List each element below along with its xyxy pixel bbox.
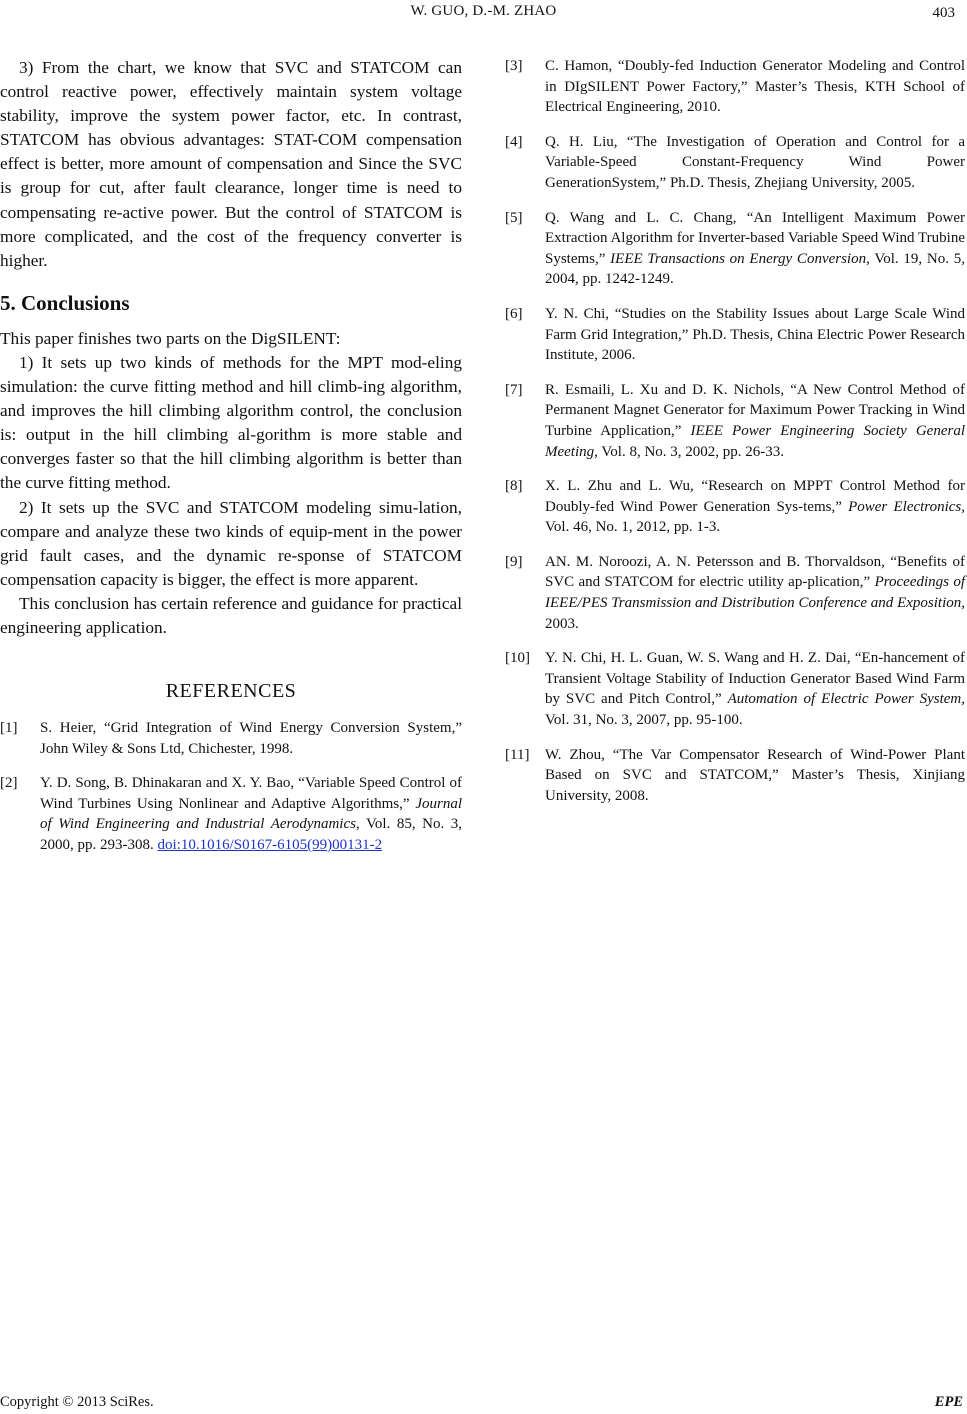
reference-number: [5]	[505, 209, 523, 226]
reference-number: [6]	[505, 305, 523, 322]
reference-text	[545, 208, 965, 290]
reference-journal: Power Electronics	[848, 498, 962, 515]
reference-text	[545, 476, 965, 538]
reference-2	[0, 773, 462, 855]
running-head-authors: W. GUO, D.-M. ZHAO	[410, 3, 557, 19]
reference-text: W. Zhou, “The Var Compensator Research of Wind-Power Plant Based on SVC and STATCOM,” Master’s Thesis, Xinjiang University, 2008.	[545, 746, 965, 804]
reference-details: , Vol. 19, No. 5, 2004, pp. 1242-1249.	[545, 250, 965, 288]
reference-journal: Journal of Wind Engineering and Industrial Aerodynamics	[40, 795, 462, 833]
reference-authors-title: Y. D. Song, B. Dhinakaran and X. Y. Bao, “Variable Speed Control of Wind Turbines Using Nonlinear and Adaptive Algorithms,”	[40, 775, 462, 812]
reference-6	[505, 304, 965, 366]
reference-number: [10]	[505, 650, 530, 667]
reference-number: [3]	[505, 58, 523, 74]
reference-journal: Automation of Electric Power System,	[727, 691, 965, 708]
reference-5	[505, 208, 965, 290]
reference-authors-title: R. Esmaili, L. Xu and D. K. Nichols, “A New Control Method of Permanent Magnet Generator for Maximum Power Tracking in Wind Turbine Application,”	[545, 381, 965, 439]
reference-journal: Proceedings of IEEE/PES Transmission and Distribution Conference and Exposition	[545, 574, 965, 612]
references-title: REFERENCES	[165, 680, 297, 703]
reference-11	[505, 745, 965, 807]
reference-3	[505, 56, 965, 118]
reference-authors-title: Y. N. Chi, H. L. Guan, W. S. Wang and H. Z. Dai, “En-hancement of Transient Voltage Stability of Induction Generator Based Wind Farm by SVC and Pitch Control,”	[545, 650, 965, 708]
conclusion-closing: This conclusion has certain reference and guidance for practical engineering application.	[0, 593, 462, 637]
reference-number: [9]	[505, 553, 523, 570]
reference-1	[0, 718, 462, 759]
reference-text: Q. H. Liu, “The Investigation of Operation and Control for a Variable-Speed Constant-Frequency Wind Power GenerationSystem,” Ph.D. Thesis, Zhejiang University, 2005.	[545, 133, 965, 191]
reference-number: [1]	[0, 720, 18, 737]
reference-text	[545, 380, 965, 462]
reference-4	[505, 132, 965, 194]
paragraph-statcom-advantages: 3) From the chart, we know that SVC and STATCOM can control reactive power, effectively maintain system voltage stability, improve the system power factor, etc. In contrast, STATCOM has obvious advantages: STAT-COM compensation effect is better, more amount of compensation and Since the SVC is group for cut, after fault clearance, longer time is need to compensating re-active power. But the control of STATCOM is more complicated, and the cost of the frequency converter is higher.	[0, 58, 462, 270]
page-number: 403	[932, 5, 955, 21]
reference-number: [7]	[505, 381, 523, 398]
reference-text: Y. N. Chi, “Studies on the Stability Issues about Large Scale Wind Farm Grid Integration,” Ph.D. Thesis, China Electric Power Research Institute, 2006.	[545, 305, 965, 364]
reference-journal: IEEE Power Engineering Society General Meeting,	[545, 422, 965, 460]
reference-10	[505, 648, 965, 730]
reference-details: Vol. 31, No. 3, 2007, pp. 95-100.	[545, 712, 743, 729]
reference-text	[545, 648, 965, 730]
right-column	[505, 56, 965, 820]
conclusion-point-2: 2) It sets up the SVC and STATCOM modeling simu-lation, compare and analyze these two kinds of equip-ment in the power grid fault cases, and the dynamic re-sponse of STATCOM compensation capacity is bigger, the effect is more apparent.	[0, 497, 462, 589]
reference-details: , 2003.	[545, 595, 965, 632]
reference-text	[545, 552, 965, 634]
reference-text	[40, 773, 462, 855]
section-title-conclusions: 5. Conclusions	[0, 290, 130, 315]
reference-8	[505, 476, 965, 538]
page-footer	[0, 1392, 967, 1414]
reference-number: [8]	[505, 478, 523, 495]
reference-text: S. Heier, “Grid Integration of Wind Energy Conversion System,” John Wiley & Sons Ltd, Chichester, 1998.	[40, 720, 462, 757]
reference-authors-title: AN. M. Noroozi, A. N. Petersson and B. Thorvaldson, “Benefits of SVC and STATCOM for electric utility ap-plication,”	[545, 553, 965, 591]
reference-number: [4]	[505, 133, 523, 150]
reference-details: , Vol. 85, No. 3, 2000, pp. 293-308.	[40, 816, 462, 854]
reference-authors-title: X. L. Zhu and L. Wu, “Research on MPPT Control Method for Doubly-fed Wind Power Generation Sys-tems,”	[545, 478, 965, 515]
conclusions-intro: This paper finishes two parts on the DigSILENT:	[0, 328, 341, 348]
reference-doi-link[interactable]: doi:10.1016/S0167-6105(99)00131-2	[157, 837, 383, 854]
reference-details: , Vol. 46, No. 1, 2012, pp. 1-3.	[545, 498, 966, 536]
reference-7	[505, 380, 965, 462]
reference-details: Vol. 8, No. 3, 2002, pp. 26-33.	[597, 443, 785, 460]
reference-number: [2]	[0, 775, 18, 792]
journal-abbrev: EPE	[934, 1394, 963, 1410]
conclusion-point-1: 1) It sets up two kinds of methods for the MPT mod-eling simulation: the curve fitting method and hill climb-ing algorithm, and improves the hill climbing algorithm control, the conclusion is: output in the hill climbing al-gorithm is more stable and converges faster so that the hill climbing algorithm is better than the curve fitting method.	[0, 352, 462, 493]
reference-text: C. Hamon, “Doubly-fed Induction Generator Modeling and Control in DIgSILENT Power Factory,” Master’s Thesis, KTH School of Electrical Engineering, 2010.	[545, 58, 965, 116]
left-column	[0, 56, 462, 856]
reference-number: [11]	[505, 746, 530, 763]
reference-authors-title: Q. Wang and L. C. Chang, “An Intelligent Maximum Power Extraction Algorithm for Inverter-based Variable Speed Wind Trubine Systems,”	[545, 209, 965, 267]
reference-journal: IEEE Transactions on Energy Conversion	[610, 250, 867, 267]
copyright-notice: Copyright © 2013 SciRes.	[0, 1394, 154, 1410]
reference-9	[505, 552, 965, 634]
